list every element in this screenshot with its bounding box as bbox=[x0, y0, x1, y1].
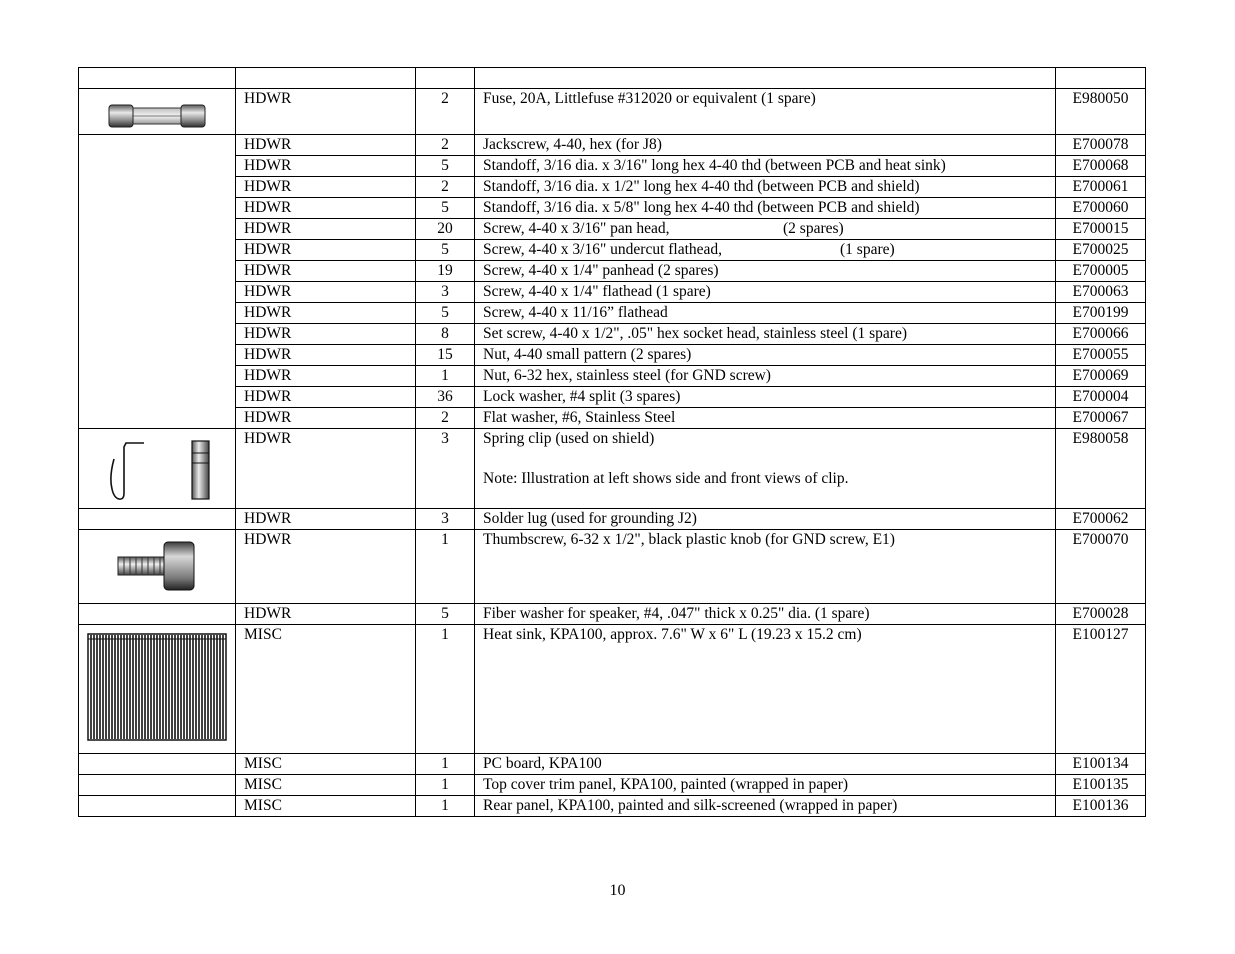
part-number-cell: E700078 bbox=[1056, 135, 1146, 156]
table-row bbox=[79, 219, 1146, 240]
description-cell: Solder lug (used for grounding J2) bbox=[475, 509, 1056, 530]
description-text: Screw, 4-40 x 3/16" undercut flathead, bbox=[483, 241, 723, 258]
table-row bbox=[79, 89, 1146, 135]
description-cell: Screw, 4-40 x 11/16” flathead bbox=[475, 303, 1056, 324]
quantity-cell: 2 bbox=[416, 177, 475, 198]
category-cell: MISC bbox=[236, 754, 416, 775]
description-cell: Rear panel, KPA100, painted and silk-screened (wrapped in paper) bbox=[475, 796, 1056, 817]
part-number-cell: E700005 bbox=[1056, 261, 1146, 282]
table-row bbox=[79, 604, 1146, 625]
image-cell bbox=[79, 135, 236, 429]
table-row bbox=[79, 324, 1146, 345]
quantity-cell: 5 bbox=[416, 303, 475, 324]
description-cell: Flat washer, #6, Stainless Steel bbox=[475, 408, 1056, 429]
table-row bbox=[79, 198, 1146, 219]
quantity-cell: 3 bbox=[416, 509, 475, 530]
table-row bbox=[79, 775, 1146, 796]
part-number-cell: E980050 bbox=[1056, 89, 1146, 135]
category-cell: HDWR bbox=[236, 303, 416, 324]
table-row bbox=[79, 625, 1146, 754]
part-number-cell: E700060 bbox=[1056, 198, 1146, 219]
quantity-cell: 1 bbox=[416, 366, 475, 387]
part-number-cell: E700061 bbox=[1056, 177, 1146, 198]
category-cell: HDWR bbox=[236, 135, 416, 156]
description-cell: Fuse, 20A, Littlefuse #312020 or equivalent (1 spare) bbox=[475, 89, 1056, 135]
part-number-cell: E100127 bbox=[1056, 625, 1146, 754]
illustration-note: Note: Illustration at left shows side and front views of clip. bbox=[483, 470, 849, 487]
quantity-cell: 1 bbox=[416, 775, 475, 796]
description-cell: Fiber washer for speaker, #4, .047" thick x 0.25" dia. (1 spare) bbox=[475, 604, 1056, 625]
category-cell: HDWR bbox=[236, 89, 416, 135]
image-cell bbox=[79, 530, 236, 604]
part-number-cell: E700199 bbox=[1056, 303, 1146, 324]
table-row bbox=[79, 429, 1146, 509]
category-cell: HDWR bbox=[236, 177, 416, 198]
spring-clip-icon bbox=[92, 437, 222, 507]
quantity-cell: 2 bbox=[416, 89, 475, 135]
description-cell: Heat sink, KPA100, approx. 7.6" W x 6" L (19.23 x 15.2 cm) bbox=[475, 625, 1056, 754]
image-cell bbox=[79, 429, 236, 509]
parts-table bbox=[78, 67, 1146, 817]
part-number-cell: E700068 bbox=[1056, 156, 1146, 177]
category-cell: HDWR bbox=[236, 240, 416, 261]
part-number-cell: E980058 bbox=[1056, 429, 1146, 509]
quantity-cell: 19 bbox=[416, 261, 475, 282]
description-cell bbox=[475, 429, 1056, 509]
description-cell: Standoff, 3/16 dia. x 1/2" long hex 4-40 thd (between PCB and shield) bbox=[475, 177, 1056, 198]
quantity-cell: 15 bbox=[416, 345, 475, 366]
quantity-cell: 5 bbox=[416, 240, 475, 261]
part-number-cell: E700066 bbox=[1056, 324, 1146, 345]
category-cell: HDWR bbox=[236, 408, 416, 429]
quantity-cell: 5 bbox=[416, 156, 475, 177]
part-number-cell: E700070 bbox=[1056, 530, 1146, 604]
table-row bbox=[79, 796, 1146, 817]
table-row bbox=[79, 366, 1146, 387]
description-cell: Nut, 4-40 small pattern (2 spares) bbox=[475, 345, 1056, 366]
table-row bbox=[79, 177, 1146, 198]
quantity-cell: 36 bbox=[416, 387, 475, 408]
part-number-cell: E700015 bbox=[1056, 219, 1146, 240]
part-number-cell: E700028 bbox=[1056, 604, 1146, 625]
heat-sink-icon bbox=[87, 633, 227, 741]
page-number: 10 bbox=[609, 882, 626, 899]
fuse-icon bbox=[107, 102, 207, 132]
category-cell: MISC bbox=[236, 775, 416, 796]
image-cell bbox=[79, 604, 236, 625]
category-cell: HDWR bbox=[236, 156, 416, 177]
quantity-cell: 2 bbox=[416, 408, 475, 429]
quantity-cell: 1 bbox=[416, 625, 475, 754]
part-number-cell: E700067 bbox=[1056, 408, 1146, 429]
part-number-cell: E100136 bbox=[1056, 796, 1146, 817]
category-cell: HDWR bbox=[236, 429, 416, 509]
part-number-cell: E700004 bbox=[1056, 387, 1146, 408]
quantity-cell: 5 bbox=[416, 604, 475, 625]
quantity-cell: 1 bbox=[416, 754, 475, 775]
quantity-cell: 2 bbox=[416, 135, 475, 156]
description-cell bbox=[475, 68, 1056, 89]
category-cell: HDWR bbox=[236, 604, 416, 625]
image-cell bbox=[79, 89, 236, 135]
description-cell: PC board, KPA100 bbox=[475, 754, 1056, 775]
table-row bbox=[79, 387, 1146, 408]
spares-note: (1 spare) bbox=[840, 241, 895, 258]
category-cell: MISC bbox=[236, 625, 416, 754]
image-cell bbox=[79, 509, 236, 530]
part-number-cell: E700063 bbox=[1056, 282, 1146, 303]
quantity-cell: 5 bbox=[416, 198, 475, 219]
table-row bbox=[79, 135, 1146, 156]
quantity-cell: 3 bbox=[416, 282, 475, 303]
table-row bbox=[79, 282, 1146, 303]
thumbscrew-icon bbox=[112, 540, 202, 596]
description-cell: Set screw, 4-40 x 1/2", .05" hex socket head, stainless steel (1 spare) bbox=[475, 324, 1056, 345]
description-cell bbox=[475, 219, 1056, 240]
category-cell: HDWR bbox=[236, 530, 416, 604]
quantity-cell: 1 bbox=[416, 530, 475, 604]
quantity-cell: 20 bbox=[416, 219, 475, 240]
category-cell: HDWR bbox=[236, 509, 416, 530]
category-cell: HDWR bbox=[236, 198, 416, 219]
category-cell: HDWR bbox=[236, 282, 416, 303]
image-cell bbox=[79, 775, 236, 796]
part-number-cell: E700025 bbox=[1056, 240, 1146, 261]
category-cell: HDWR bbox=[236, 261, 416, 282]
category-cell: HDWR bbox=[236, 366, 416, 387]
description-cell: Standoff, 3/16 dia. x 5/8" long hex 4-40 thd (between PCB and shield) bbox=[475, 198, 1056, 219]
table-row bbox=[79, 408, 1146, 429]
table-row bbox=[79, 530, 1146, 604]
description-text: Screw, 4-40 x 3/16" pan head, bbox=[483, 220, 670, 237]
part-number-cell: E700062 bbox=[1056, 509, 1146, 530]
quantity-cell: 8 bbox=[416, 324, 475, 345]
image-cell bbox=[79, 796, 236, 817]
description-cell: Jackscrew, 4-40, hex (for J8) bbox=[475, 135, 1056, 156]
image-cell bbox=[79, 68, 236, 89]
category-cell bbox=[236, 68, 416, 89]
description-cell bbox=[475, 240, 1056, 261]
part-number-cell: E100134 bbox=[1056, 754, 1146, 775]
category-cell: HDWR bbox=[236, 324, 416, 345]
description-cell: Screw, 4-40 x 1/4" flathead (1 spare) bbox=[475, 282, 1056, 303]
part-number-cell: E700055 bbox=[1056, 345, 1146, 366]
table-row bbox=[79, 303, 1146, 324]
part-number-cell: E700069 bbox=[1056, 366, 1146, 387]
description-text: Spring clip (used on shield) bbox=[483, 430, 655, 447]
quantity-cell: 1 bbox=[416, 796, 475, 817]
quantity-cell bbox=[416, 68, 475, 89]
category-cell: HDWR bbox=[236, 219, 416, 240]
table-row bbox=[79, 261, 1146, 282]
description-cell: Nut, 6-32 hex, stainless steel (for GND screw) bbox=[475, 366, 1056, 387]
part-number-cell bbox=[1056, 68, 1146, 89]
table-row bbox=[79, 345, 1146, 366]
table-row bbox=[79, 68, 1146, 89]
quantity-cell: 3 bbox=[416, 429, 475, 509]
description-cell: Thumbscrew, 6-32 x 1/2", black plastic knob (for GND screw, E1) bbox=[475, 530, 1056, 604]
table-row bbox=[79, 509, 1146, 530]
table-row bbox=[79, 240, 1146, 261]
image-cell bbox=[79, 625, 236, 754]
description-cell: Lock washer, #4 split (3 spares) bbox=[475, 387, 1056, 408]
description-cell: Standoff, 3/16 dia. x 3/16" long hex 4-40 thd (between PCB and heat sink) bbox=[475, 156, 1056, 177]
spares-note: (2 spares) bbox=[783, 220, 844, 237]
image-cell bbox=[79, 754, 236, 775]
description-cell: Screw, 4-40 x 1/4" panhead (2 spares) bbox=[475, 261, 1056, 282]
table-row bbox=[79, 156, 1146, 177]
description-cell: Top cover trim panel, KPA100, painted (wrapped in paper) bbox=[475, 775, 1056, 796]
category-cell: HDWR bbox=[236, 387, 416, 408]
table-row bbox=[79, 754, 1146, 775]
category-cell: HDWR bbox=[236, 345, 416, 366]
category-cell: MISC bbox=[236, 796, 416, 817]
part-number-cell: E100135 bbox=[1056, 775, 1146, 796]
